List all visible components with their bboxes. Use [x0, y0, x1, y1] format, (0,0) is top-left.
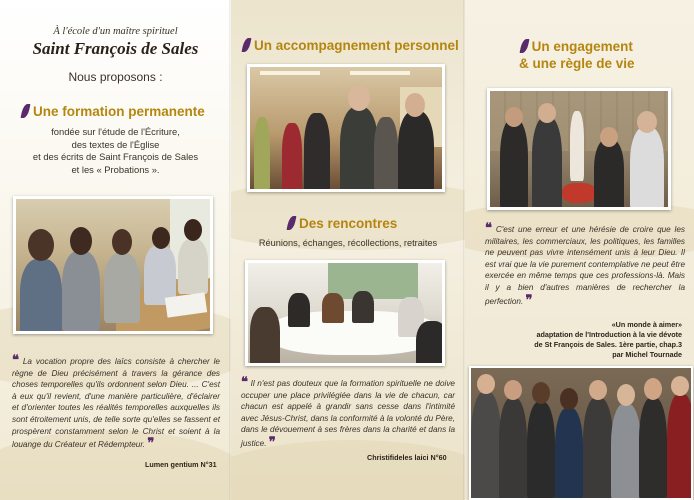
panel-right [465, 0, 694, 500]
photo-person [250, 307, 280, 366]
photo-person-head [152, 227, 170, 249]
photo-person-head [644, 378, 662, 400]
photo-person [288, 293, 310, 327]
formation-line: et les « Probations ». [71, 163, 160, 175]
citation-line: par Michel Tournade [612, 350, 682, 359]
purple-leaf-icon [21, 104, 31, 118]
photo-person-head [671, 376, 689, 396]
quote-christifideles [241, 376, 455, 450]
photo-person [532, 117, 562, 210]
purple-leaf-icon [287, 216, 297, 230]
photo-person-head [477, 374, 495, 394]
photo-person [178, 239, 208, 294]
photo-person [322, 293, 344, 323]
quote-lumen-gentium [12, 354, 220, 451]
photo-person [639, 398, 667, 500]
formation-line: des textes de l'Église [71, 138, 160, 150]
photo-person-head [112, 229, 132, 255]
photo-person-head [348, 85, 370, 111]
citation-lumen-gentium: Lumen gentium N°31 [145, 460, 217, 469]
meetings-text: Réunions, échanges, récollections, retraites [258, 238, 438, 248]
photo-person [594, 139, 624, 210]
photo-person [282, 123, 302, 192]
photo-accompaniment [247, 64, 445, 192]
formation-heading-text: Une formation permanente [33, 104, 205, 119]
photo-person-head [28, 229, 54, 261]
citation-christifideles: Christifideles laici N°60 [367, 453, 447, 462]
page-title: Saint François de Sales [32, 39, 199, 58]
photo-person-head [600, 127, 618, 147]
photo-person-head [538, 103, 556, 123]
photo-person [583, 398, 613, 500]
open-quote-icon: ❝ [12, 352, 19, 367]
photo-formation-meeting [13, 196, 213, 334]
photo-person [304, 113, 330, 192]
citation-monde-a-aimer [534, 320, 682, 360]
commitment-heading-line: Un engagement [531, 39, 633, 54]
photo-person-head [637, 111, 657, 133]
citation-line: «Un monde à aimer» [611, 320, 682, 329]
photo-group [469, 366, 693, 500]
photo-person [374, 117, 398, 192]
citation-line: adaptation de l'Introduction à la vie dévote [536, 330, 682, 339]
photo-person-head [70, 227, 92, 255]
formation-heading [22, 104, 205, 119]
photo-person [340, 107, 378, 192]
open-quote-icon: ❝ [241, 374, 248, 389]
photo-person [611, 404, 641, 500]
photo-person [104, 253, 140, 323]
photo-person [499, 398, 527, 500]
close-quote-icon: ❞ [525, 291, 533, 307]
purple-leaf-icon [519, 39, 529, 53]
commitment-heading [519, 38, 635, 72]
quote-text: La vocation propre des laïcs consiste à chercher le règne de Dieu précisément à travers la gérance des choses temporelles qu'ils ordonnent selon Dieu. ... C'est à eux qu'il revient, d'une manière particulière, d'éclairer et d'orienter toutes les réalités temporelles auxquelles ils sont étroitement unis, de telle sorte qu'elles se fassent et prospèrent constamment selon le Christ et soient à la louange du Créateur et Rédempteur. [12, 357, 220, 450]
photo-person-head [505, 107, 523, 127]
photo-person [352, 291, 374, 323]
photo-person [254, 117, 270, 192]
photo-person-head [589, 380, 607, 400]
photo-person [555, 408, 583, 500]
photo-person [398, 111, 434, 192]
photo-person [527, 402, 555, 500]
meetings-heading [288, 216, 397, 231]
formation-line: et des écrits de Saint François de Sales [32, 151, 199, 162]
photo-commitment [487, 88, 671, 210]
photo-person-head [560, 388, 578, 410]
meetings-heading-text: Des rencontres [299, 216, 398, 231]
photo-person [62, 251, 100, 331]
commitment-heading-line: & une règle de vie [519, 56, 635, 71]
photo-ceiling-light [350, 71, 410, 75]
photo-person [20, 259, 62, 334]
panel-middle [231, 0, 465, 500]
photo-person-head [504, 380, 522, 400]
accompaniment-heading [243, 38, 459, 53]
photo-flowers [562, 183, 596, 203]
photo-person-head [184, 219, 202, 241]
photo-person [471, 392, 501, 500]
quote-monde-a-aimer [485, 222, 685, 307]
intro-line: À l'école d'un maître spirituel [53, 26, 178, 37]
accompaniment-heading-text: Un accompagnement personnel [254, 38, 459, 53]
photo-person [500, 119, 528, 210]
panel-left [0, 0, 231, 500]
photo-statue [570, 111, 584, 181]
proposals-label: Nous proposons : [68, 70, 163, 84]
photo-person-head [532, 382, 550, 404]
photo-window [328, 263, 418, 299]
quote-text: C'est une erreur et une hérésie de croire que les militaires, les commerciaux, les politiques, les familles ne peuvent pas vivre intensément unis à leur Dieu. Il est vrai que la vie purement contemplative ne peut être exercée en même temps que ces professions-là. Mais il y a bien d'autres manières de rechercher la perfection. [485, 225, 685, 306]
photo-person [667, 394, 693, 500]
photo-person [630, 127, 664, 210]
citation-line: de St François de Sales. 1ère partie, chap.3 [534, 340, 682, 349]
formation-text [0, 126, 231, 176]
photo-person-head [405, 93, 425, 117]
close-quote-icon: ❞ [268, 433, 276, 449]
open-quote-icon: ❝ [485, 220, 492, 235]
quote-text: Il n'est pas douteux que la formation spirituelle ne doive occuper une place privilégiée dans la vie de chacun, car chacun est appelé à grandir sans cesse dans l'intimité avec Jésus-Christ, dans la conformité à la volonté du Père, dans le dévouement à ses frères dans la charité et dans la justice. [241, 379, 455, 448]
photo-person [416, 321, 445, 366]
purple-leaf-icon [242, 38, 252, 52]
photo-person-head [617, 384, 635, 406]
formation-line: fondée sur l'étude de l'Écriture, [51, 126, 180, 137]
close-quote-icon: ❞ [147, 435, 155, 451]
photo-meetings-table [245, 260, 445, 366]
photo-ceiling-light [260, 71, 320, 75]
